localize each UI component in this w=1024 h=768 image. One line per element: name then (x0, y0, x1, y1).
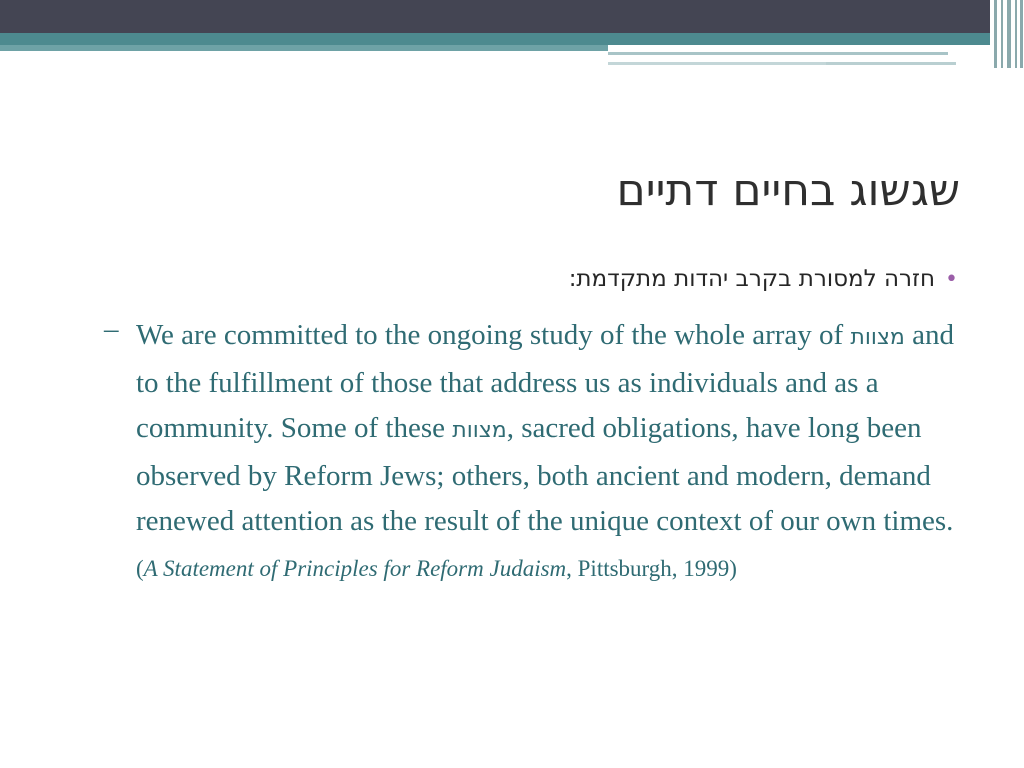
header-thin-line (608, 52, 948, 55)
header-band-teal (0, 33, 990, 45)
header-band-teal-low (0, 45, 608, 51)
header-band-dark (0, 0, 990, 33)
citation-title: A Statement of Principles for Reform Judaism (143, 555, 567, 581)
slide-title: שגשוג בחיים דתיים (616, 165, 960, 216)
bullet-marker: • (945, 267, 958, 292)
header-thin-line (826, 62, 956, 65)
citation-open: ( (136, 555, 144, 581)
quote-text: We are committed to the ongoing study of the whole array of (136, 319, 851, 351)
hebrew-term: מצוות (850, 325, 905, 350)
quote-paragraph (136, 313, 956, 591)
quote-text: and to the fulfillment of those that address us as individuals and as a community. Some of these (136, 319, 954, 444)
bullet-text: חזרה למסורת בקרב יהדות מתקדמת: (568, 266, 936, 292)
citation-rest: , Pittsburgh, 1999) (566, 555, 737, 581)
quote-text: , sacred obligations, have long been observed by Reform Jews; others, both ancient and modern, demand renewed attention as the result of the unique context of our own times. (136, 412, 954, 537)
bullet-item (569, 266, 958, 292)
sub-bullet-dash: – (104, 313, 119, 345)
hebrew-term: מצוות (452, 418, 507, 443)
header-side-stripes (990, 0, 1024, 68)
header-thin-line (608, 62, 826, 65)
